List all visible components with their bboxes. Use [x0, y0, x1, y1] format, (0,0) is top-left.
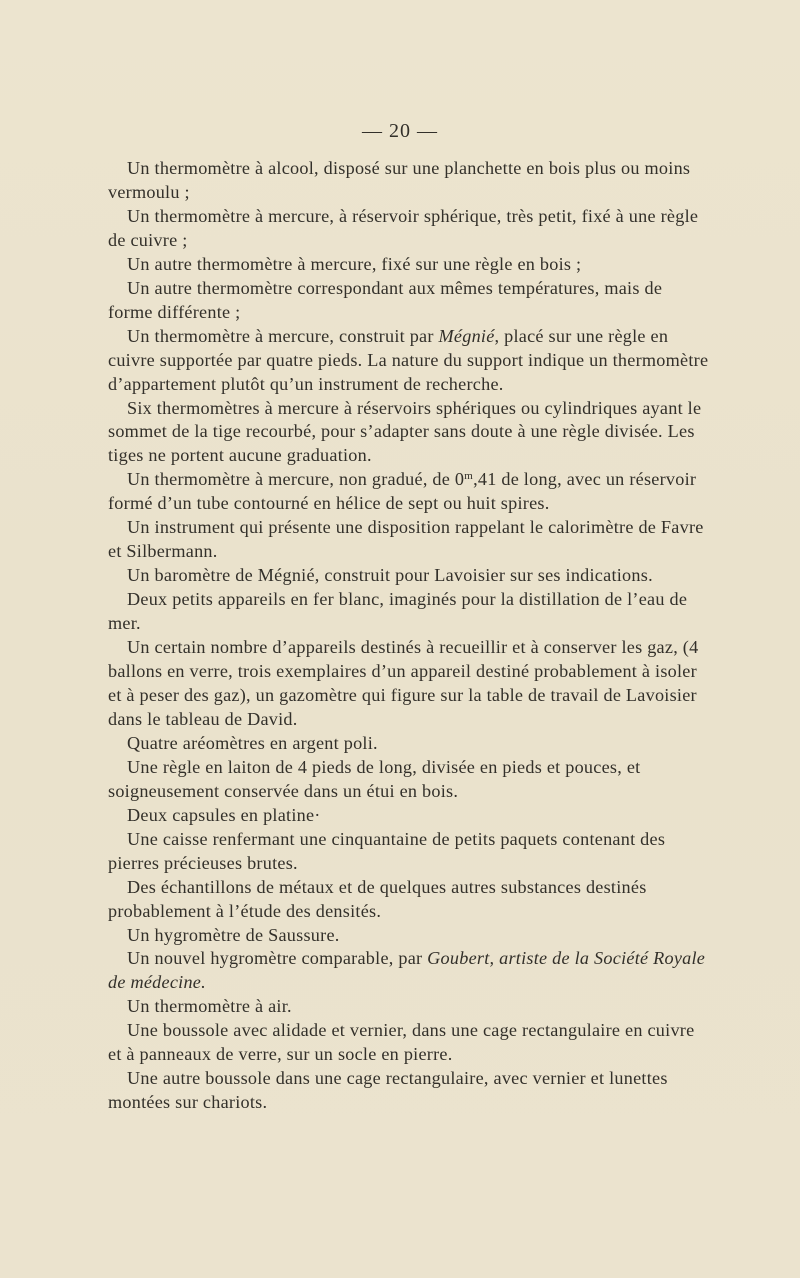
page-number: — 20 —	[362, 120, 438, 142]
text-segment: Un autre thermomètre correspondant aux mêmes températures, mais de forme différente ;	[108, 277, 663, 322]
text-segment: , placé sur une règle en cuivre supportée par quatre pieds. La nature du support indique un thermomètre d’appartement plutôt qu’un instrument de recherche.	[108, 325, 709, 394]
paragraph	[108, 947, 710, 995]
paragraph	[108, 277, 710, 325]
text-segment: Un thermomètre à mercure, non gradué, de 0	[127, 469, 465, 490]
paragraph	[108, 732, 710, 756]
text-segment: Un baromètre de Mégnié, construit pour Lavoisier sur ses indications.	[127, 565, 653, 586]
paragraph	[108, 325, 710, 397]
text-segment: Un thermomètre à air.	[127, 996, 292, 1017]
paragraph	[108, 1019, 710, 1067]
italic-text: Mégnié	[438, 325, 495, 346]
superscript-text: m	[464, 470, 474, 483]
text-segment: Un hygromètre de Saussure.	[127, 924, 340, 945]
paragraph	[108, 995, 710, 1019]
text-segment: Une caisse renfermant une cinquantaine de petits paquets contenant des pierres précieuses brutes.	[108, 828, 666, 873]
paragraph	[108, 253, 710, 277]
paragraph	[108, 397, 710, 469]
paragraph	[108, 205, 710, 253]
text-segment: Un thermomètre à alcool, disposé sur une planchette en bois plus ou moins vermoulu ;	[108, 158, 691, 202]
paragraph	[108, 876, 710, 924]
paragraph	[108, 828, 710, 876]
paragraph	[108, 468, 710, 516]
text-segment: Un certain nombre d’appareils destinés à recueillir et à conserver les gaz, (4 ballons en verre, trois exemplaires d’un appareil destiné probablement à isoler et à peser des gaz), un gazomètre qui figure sur la table de travail de Lavoisier dans le tableau de David.	[108, 637, 699, 729]
text-segment: Une autre boussole dans une cage rectangulaire, avec vernier et lunettes montées sur chariots.	[108, 1068, 668, 1113]
paragraph	[108, 516, 710, 564]
italic-text: Goubert, artiste de la Société Royale de médecine.	[108, 948, 706, 993]
text-segment: Deux capsules en platine·	[127, 804, 321, 825]
paragraph	[108, 157, 710, 205]
text-segment: Six thermomètres à mercure à réservoirs sphériques ou cylindriques ayant le sommet de la tige recourbé, pour s’adapter sans doute à une règle divisée. Les tiges ne portent aucune graduation.	[108, 397, 702, 466]
text-segment: Un nouvel hygromètre comparable, par	[127, 948, 428, 969]
body-text	[108, 157, 710, 1115]
paragraph	[108, 636, 710, 732]
text-segment: ,41 de long, avec un réservoir formé d’un tube contourné en hélice de sept ou huit spires.	[108, 469, 697, 514]
paragraph	[108, 588, 710, 636]
text-segment: Des échantillons de métaux et de quelques autres substances destinés probablement à l’étude des densités.	[108, 876, 647, 921]
text-segment: Un thermomètre à mercure, construit par	[127, 325, 439, 346]
paragraph	[108, 804, 710, 828]
paragraph	[108, 564, 710, 588]
text-segment: Quatre aréomètres en argent poli.	[127, 732, 378, 753]
paragraph	[108, 756, 710, 804]
text-segment: Un instrument qui présente une disposition rappelant le calorimètre de Favre et Silbermann.	[108, 517, 704, 562]
text-segment: Un autre thermomètre à mercure, fixé sur une règle en bois ;	[127, 253, 582, 274]
text-segment: Une règle en laiton de 4 pieds de long, divisée en pieds et pouces, et soigneusement conservée dans un étui en bois.	[108, 756, 641, 801]
text-segment: Deux petits appareils en fer blanc, imaginés pour la distillation de l’eau de mer.	[108, 589, 688, 634]
paragraph	[108, 924, 710, 948]
paragraph	[108, 1067, 710, 1115]
text-segment: Une boussole avec alidade et vernier, dans une cage rectangulaire en cuivre et à panneaux de verre, sur un socle en pierre.	[108, 1020, 695, 1065]
text-segment: Un thermomètre à mercure, à réservoir sphérique, très petit, fixé à une règle de cuivre ;	[108, 205, 699, 250]
